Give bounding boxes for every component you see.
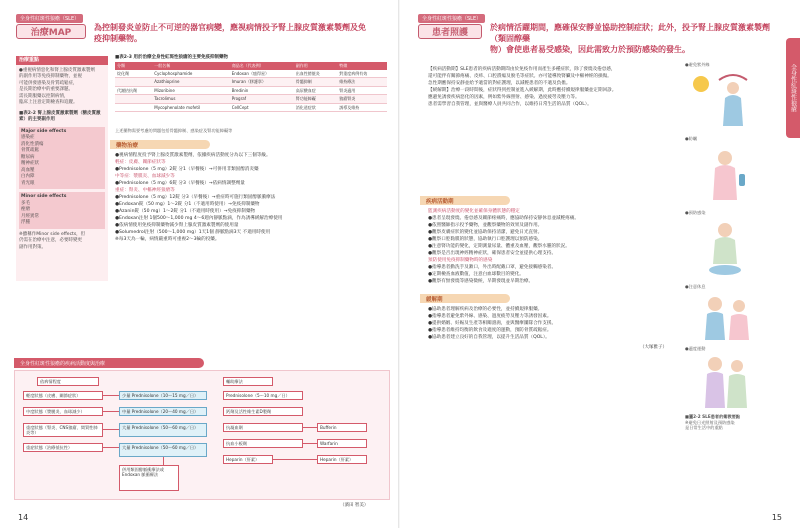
table-cell: 骨髓抑制 [294,78,337,87]
table-cell: 代謝拮抗劑 [115,86,152,95]
sidebox-line: 需長期服藥以控制病情， [19,93,69,99]
major-item: 高血壓 [21,167,35,173]
table-row [115,86,387,95]
table-cell: Bredinin [230,86,294,95]
footnote-line: 仍需在治療中注意，必要時變更 [19,238,82,243]
immunosuppressant-table [115,62,387,112]
table-cell: Prograf [230,95,294,104]
aux-drug-box: Bufferin [317,423,367,432]
sidebox-line: 是長期治療中的重要課題。 [19,87,73,92]
drug-box: 中量 Prednisolone（20～40 mg／日） [119,407,207,416]
body-line: ●Endoxan注射 1個500～1,000 mg 4～6週內靜脈點滴，作為誘導緩解治療使用 [115,216,283,221]
table-cell: Mizoribine [152,86,229,95]
level-box: 重症狀態（治療抵抗性） [23,443,103,452]
drug-box: 大量 Prednisolone（50～60 mg／日） [119,423,207,437]
body-line: ●觀察皮膚症狀的變化並協助保持清潔，避免日光直射。 [428,230,543,235]
body-line: ●定期檢查血液數值，注意白血球數目的變化。 [428,272,524,277]
flow-connector [103,395,119,396]
level-box: 輕度狀態（皮膚、關節症狀） [23,391,103,400]
sidebox-head: 治療重點 [16,56,108,65]
body-line: ●指導患者勤洗手及漱口，外出時配戴口罩，避免接觸感染者。 [428,265,557,270]
table-cell: 誘導及維持 [337,103,387,112]
body-line: ●注意腎功能的變化，定期測量尿量、體重及血壓，觀察水腫的狀況。 [428,244,570,249]
minor-item: 月經異常 [21,213,39,219]
source-author: （濱田 智美） [340,503,369,508]
handwashing-illustration [685,218,765,278]
remission-text [428,306,676,341]
illustration-caption: ●注意休息 [685,284,706,289]
intro-line: 於病情活躍期間，應確保安靜並協助控制症狀；此外，投予腎上腺皮質激素製劑（類固醇藥 [490,23,770,43]
table-row [115,70,387,78]
intro-text [490,22,780,55]
body-line: ●Solumedrol注射（500～1,000 mg）1天1個 靜脈點滴3天 不適用時使用 [115,230,271,235]
minor-item: 多毛 [21,200,30,206]
body-line: ●視病情程度投予腎上腺皮質激素製劑，依據疾病活動度分為以下三個等級。 [115,153,271,158]
column-header: 商品名（代表例） [230,62,294,70]
table-cell: CellCept [230,103,294,112]
drug-box: 大量 Prednisolone（50～60 mg／日） [119,443,207,457]
sidebox-line: 的副作用等免疫抑制藥物，並視 [19,74,82,79]
page-number: 14 [18,513,29,522]
body-line: 【緩解期】治療一段時間後，症狀得到控制並進入緩解期，此時應持續規律服藥並定期回診。 [428,88,617,93]
disease-chip: 全身性紅斑性狼瘡（SLE） [418,14,485,23]
pulse-therapy-box: 併用類固醇脈衝療法或 Endoxan 脈衝療法 [119,465,179,491]
overview-text [428,66,676,108]
major-item: 消化性潰瘍 [21,141,44,147]
aux-box: 抗血小板劑 [223,439,303,448]
minor-item: 浮腫 [21,220,30,225]
column-header: 特徵 [337,62,387,70]
treatment-points-box [16,56,108,281]
table-cell: 烷化劑 [115,70,152,78]
body-line: ●Prednisolone（5 mg）2錠 分1（早餐後）→可併用非類固醇消炎藥 [115,167,259,172]
table-cell: Mycophenolate mofetil [152,103,229,112]
table-row [115,78,387,87]
flow-connector [163,457,164,465]
section-title-active: 疾病活動期 [420,196,510,205]
active-phase-text [428,208,676,285]
sidebox-footnote [19,232,105,252]
drug-box: 少量 Prednisolone（10～15 mg／日） [119,391,207,400]
table-cell [115,103,152,112]
major-item: 糖尿病 [21,154,35,160]
sidebox-line: ●重視病情惡化和腎上腺皮質激素製劑 [19,67,95,73]
level-box: 中度狀態（漿膜炎、血球減少） [23,407,103,416]
table-cell: Endoxan（癌得星） [230,70,294,78]
body-line: ●指導患者避免紫外線、感染、過度疲勞及壓力等誘發因素。 [428,314,552,319]
body-line: 應避免誘發疾病惡化的因素，例如紫外線照射、感染、過度疲勞及壓力等。 [428,95,580,100]
page-title: 患者照護 [418,24,482,39]
vertical-tab: 全身性紅斑性狼瘡 [786,38,800,138]
body-line: ●依照醫師指示投予藥物，並觀察藥物的效果及副作用。 [428,223,543,228]
column-header: 副作用 [294,62,337,70]
section-title-drug-therapy: 藥物治療 [110,140,210,149]
table-cell: Tacrolimus [152,95,229,104]
illustration-caption: ●避免紫外線 [685,62,710,67]
footnote-line: ※雖稱作Minor side effects，但 [19,231,86,237]
column-header: 分類 [115,62,152,70]
flow-connector [273,459,317,460]
sidebox-line: 可能併發感染及骨質疏鬆症， [19,80,78,86]
flow-col1-head: 依病情程度 [37,377,99,386]
body-line: ●協助患者建立良好的自我管理，以提升生活品質（QOL）。 [428,335,550,340]
exercise-illustration [685,354,765,410]
subheading: 預防使用免疫抑制藥物時的感染 [428,258,493,263]
body-line: ●觀察是否出現神經精神症狀，確保患者安全並提供心理支持。 [428,251,557,256]
body-line: ●Prednisolone（5 mg）6錠 分3（早餐後）→依病情調整劑量 [115,181,245,186]
subheading: 監測疾病活動度的變化並確保身體狀態的穩定 [428,209,520,214]
table-cell: 維持療法 [337,78,387,87]
illustration-caption: ●防曬 [685,136,698,141]
figure-note-line: 是日常生活中的重點 [685,425,723,430]
body-line: ●患者呈現發燒、倦怠感及關節疼痛時，應協助保持安靜休息並減輕疼痛。 [428,216,580,221]
table-row [115,103,387,112]
disease-chip: 全身性紅斑性狼瘡（SLE） [16,14,83,23]
minor-side-effects [19,192,105,229]
body-line: ●Azanin錠（50 mg）1～2錠 分1（不適用時使用）→免疫抑制藥物 [115,209,256,214]
flow-connector [303,443,317,444]
figure-title: ■圖2-2 SLE患者的衛教要點 [685,414,741,419]
flowchart-band: 全身性紅斑性狼瘡的疾病活動度與治療 [14,358,204,368]
major-side-effects [19,127,105,190]
body-line: ●指導患者維持均衡的飲食及適度的運動，預防骨質疏鬆症。 [428,328,552,333]
flow-col3-head: 輔助療法 [223,377,273,386]
footnote-line: 副作用對策。 [19,244,46,250]
major-item: 骨質疏鬆 [21,148,39,153]
major-item: 青光眼 [21,180,35,186]
body-line: ●提供婚姻、妊娠及生產等相關諮詢，並與醫療團隊合作支援。 [428,321,557,326]
body-line: ●觀察有無發燒等感染徵候，早期發現並早期治療。 [428,279,534,284]
body-line: ●觀察口腔黏膜的狀態，協助執行口腔護理以預防感染。 [428,237,543,242]
body-line: 重症：腎炎、中樞神經狼瘡等 [115,188,175,193]
table-cell: 腎功能障礙 [294,95,337,104]
intro-line: 物）會使患者易受感染，因此需致力於預防感染的發生。 [490,45,690,54]
flowchart-area [14,370,390,500]
illustration-caption: ●預防感染 [685,210,706,215]
major-item: 感染症 [21,135,35,140]
page-number: 15 [771,513,782,522]
column-header: 一般名稱 [152,62,229,70]
aux-box: Prednisolone（5～10 mg／日） [223,391,303,400]
sidebox-line: 臨床上注意定期檢查和追蹤。 [19,100,78,105]
section-title-remission: 緩解期 [420,294,510,303]
author: （大塚雅子） [640,345,667,350]
body-line: ●依病情使用免疫抑制藥物減少腎上腺皮質激素製劑的使用量 [115,223,239,228]
table-row [115,95,387,104]
body-line: ●Endoxan錠（50 mg）1～2錠 分1（不適用時使用）→免疫抑制藥物 [115,202,260,207]
level-box: 重度狀態（腎炎、CNS狼瘡、間質性肺炎等） [23,423,103,437]
intro-line: 疫抑制藥物。 [94,34,142,43]
aux-drug-box: Heparin（肝素） [317,455,367,464]
aux-drug-box: Warfarin [317,439,367,448]
aux-box: 鈣劑及活性維生素D製劑 [223,407,303,416]
body-line: 中等症：漿膜炎、血球減少等 [115,174,175,179]
drug-table-caption: ■表2-3 用於治療全身性紅斑性狼瘡的主要免疫抑制藥物 [115,55,228,60]
sun-avoidance-illustration [685,70,765,130]
flow-connector [303,427,317,428]
body-line: 【疾病活動期】SLE患者的疾病活動期間由於免疫作用而產生多種症狀，除了發燒及倦怠感， [428,67,616,72]
body-line: ●Prednisolone（5 mg）12錠 分3（早餐後）→重症時可施行類固醇脈衝療法 [115,195,276,200]
table-cell: Cyclophosphamide [152,70,229,78]
page-title: 治療MAP [16,24,86,39]
body-line: ●協助患者理解疾病及治療的必要性，並持續規律服藥。 [428,307,543,312]
table-cell: 狼瘡腎炎 [337,95,387,104]
major-item: 白內障 [21,174,35,179]
right-page [400,0,800,528]
body-line: 還可能伴有關節疼痛、皮疹、口腔潰瘍及脫毛等症狀。亦可能導致腎臟及中樞神經的損傷。 [428,74,612,79]
flow-connector [103,429,119,430]
table-note: 上述藥物需要考慮的問題包括骨髓抑制、感染症及腎功能障礙等 [115,128,233,133]
rest-illustration [685,292,765,342]
table-cell: 對重度病例有效 [337,70,387,78]
body-line: ※每3天為一輪，病情嚴重時可重複2～3輪的投藥。 [115,237,220,242]
illustration-caption: ●適度運動 [685,346,706,351]
table-cell: 消化道症狀 [294,103,337,112]
figure-note-line: ※避免日光照射及預防感染 [685,419,735,425]
sunscreen-illustration [685,144,765,204]
aux-box: Heparin（肝素） [223,455,273,464]
minor-item: 痤瘡 [21,207,30,212]
table-cell: 高尿酸血症 [294,86,337,95]
major-label: Major side effects [21,128,67,134]
major-item: 精神症狀 [21,161,39,166]
body-line: 輕症：皮膚、關節症狀等 [115,160,166,165]
aux-box: 抗凝血劑 [223,423,303,432]
body-line: 患者需學習自我管理，並與醫療人員共同合作，以維持日常生活的品質（QOL）。 [428,102,592,107]
intro-line: 為控制發炎並防止不可逆的器官病變，應視病情投予腎上腺皮質激素製劑及免 [94,23,366,32]
table-cell: 出血性膀胱炎 [294,70,337,78]
intro-text [94,22,394,44]
side-effect-table-title: ■表2-2 腎上腺皮質激素製劑（糖皮質激素）的主要副作用 [19,110,101,122]
body-line: 急性期應保持安靜並給予適當的對症護理，以減輕患者的不適及負擔。 [428,81,571,86]
table-cell: 腎炎適用 [337,86,387,95]
figure-note [685,414,775,431]
table-cell [115,95,152,104]
drug-therapy-text [115,152,390,243]
table-cell: Azathioprine [152,78,229,87]
table-cell [115,78,152,87]
flow-connector [103,447,119,448]
table-header-row [115,62,387,70]
flow-connector [103,411,119,412]
table-cell: Imuran（移護寧） [230,78,294,87]
minor-label: Minor side effects [21,194,67,199]
